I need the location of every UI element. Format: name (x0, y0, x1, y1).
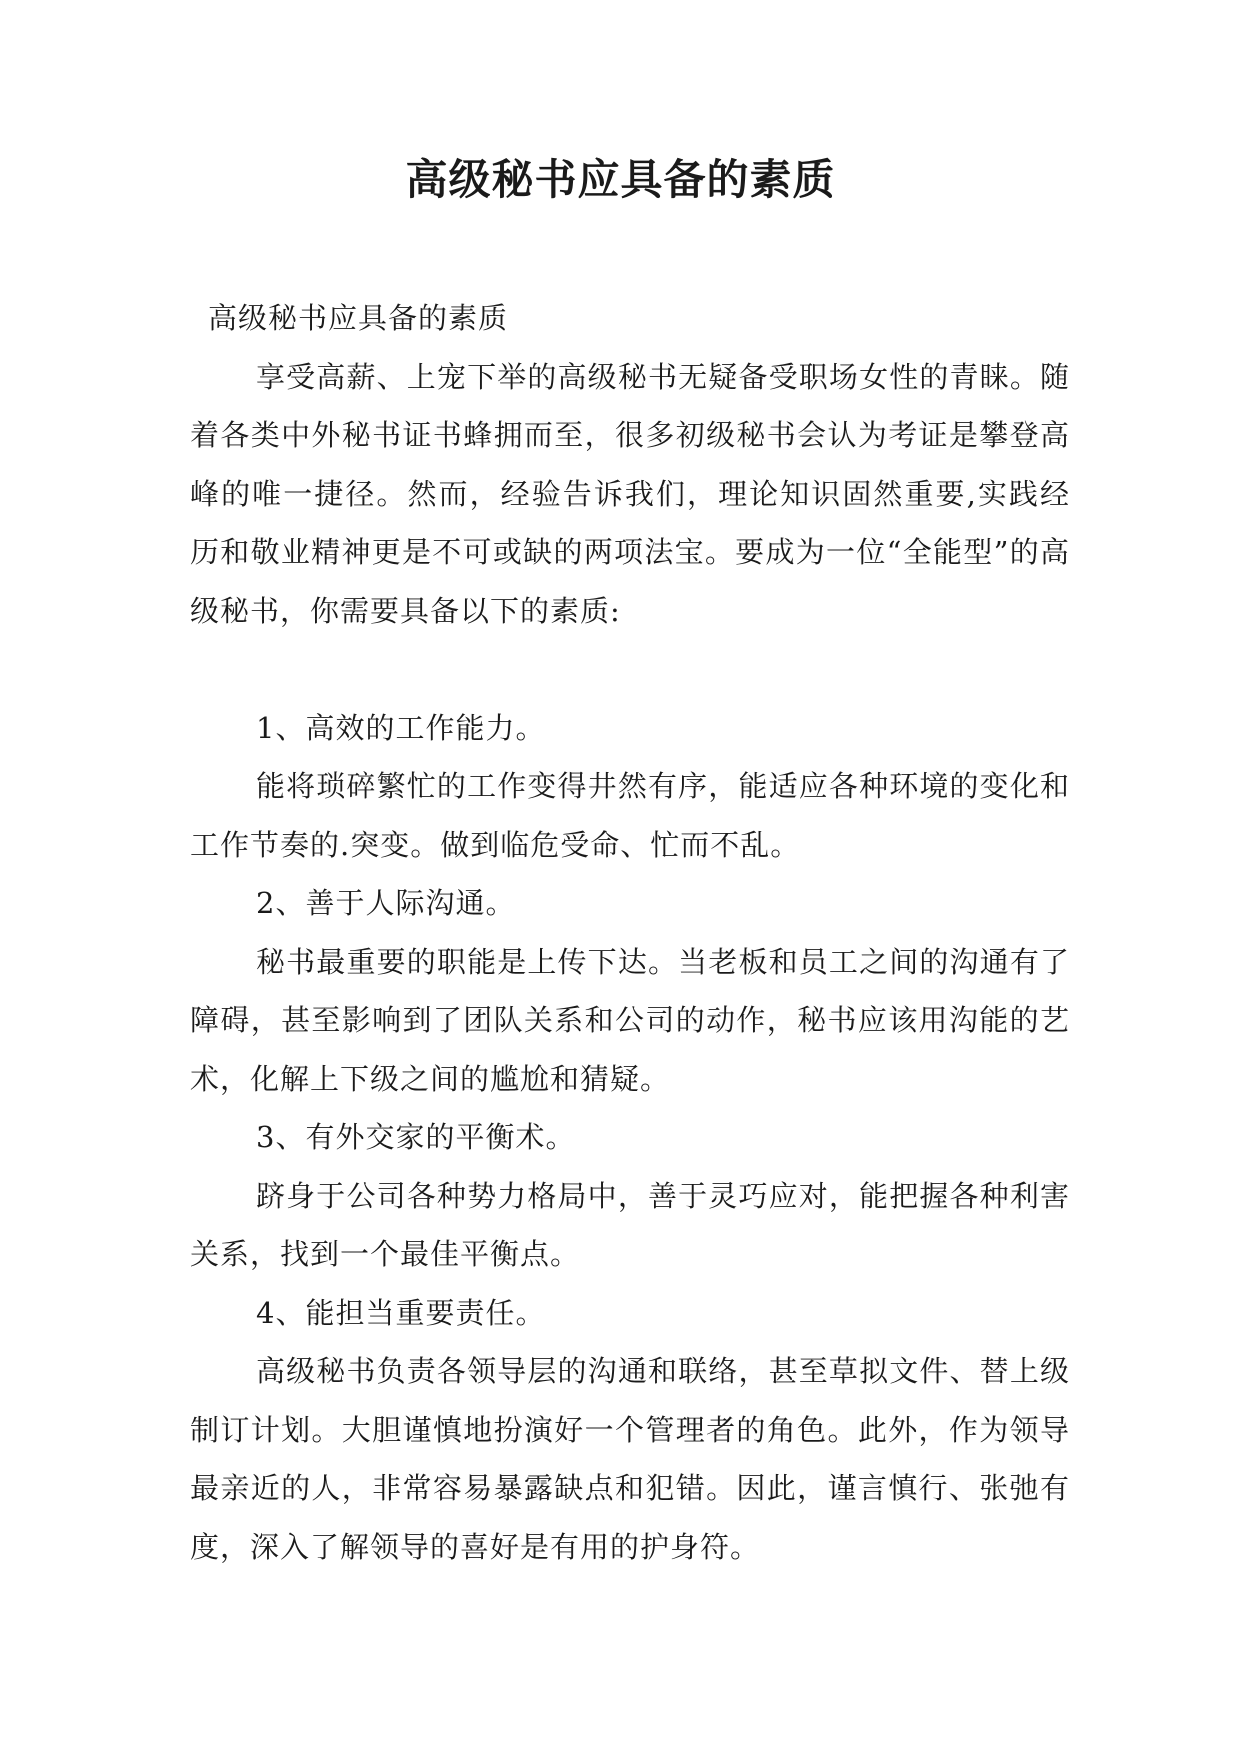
section-heading-3: 3、有外交家的平衡术。 (256, 1120, 576, 1154)
section-body-3: 跻身于公司各种势力格局中，善于灵巧应对，能把握各种利害关系，找到一个最佳平衡点。 (190, 1178, 1070, 1271)
section-heading-4: 4、能担当重要责任。 (256, 1295, 546, 1330)
document-title: 高级秘书应具备的素质 (405, 155, 836, 204)
section-body-1: 能将琐碎繁忙的工作变得井然有序，能适应各种环境的变化和工作节奏的.突变。做到临危受命、忙而不乱。 (190, 769, 1070, 862)
section-heading-2: 2、善于人际沟通。 (256, 886, 516, 920)
document-body (190, 289, 1070, 1576)
intro-paragraph: 享受高薪、上宠下举的高级秘书无疑备受职场女性的青睐。随着各类中外秘书证书蜂拥而至，很多初级秘书会认为考证是攀登高峰的唯一捷径。然而，经验告诉我们，理论知识固然重要,实践经历和敬业精神更是不可或缺的两项法宝。要成为一位“全能型”的高级秘书，你需要具备以下的素质: (190, 359, 1070, 628)
section-body-2: 秘书最重要的职能是上传下达。当老板和员工之间的沟通有了障碍，甚至影响到了团队关系和公司的动作，秘书应该用沟能的艺术，化解上下级之间的尴尬和猜疑。 (190, 944, 1070, 1096)
section-body-4: 高级秘书负责各领导层的沟通和联络，甚至草拟文件、替上级制订计划。大胆谨慎地扮演好一个管理者的角色。此外，作为领导最亲近的人，非常容易暴露缺点和犯错。因此，谨言慎行、张弛有度，深入了解领导的喜好是有用的护身符。 (190, 1354, 1070, 1564)
document-subtitle: 高级秘书应具备的素质 (208, 301, 509, 335)
paragraph-spacer (190, 640, 1070, 699)
section-heading-1: 1、高效的工作能力。 (256, 710, 546, 745)
